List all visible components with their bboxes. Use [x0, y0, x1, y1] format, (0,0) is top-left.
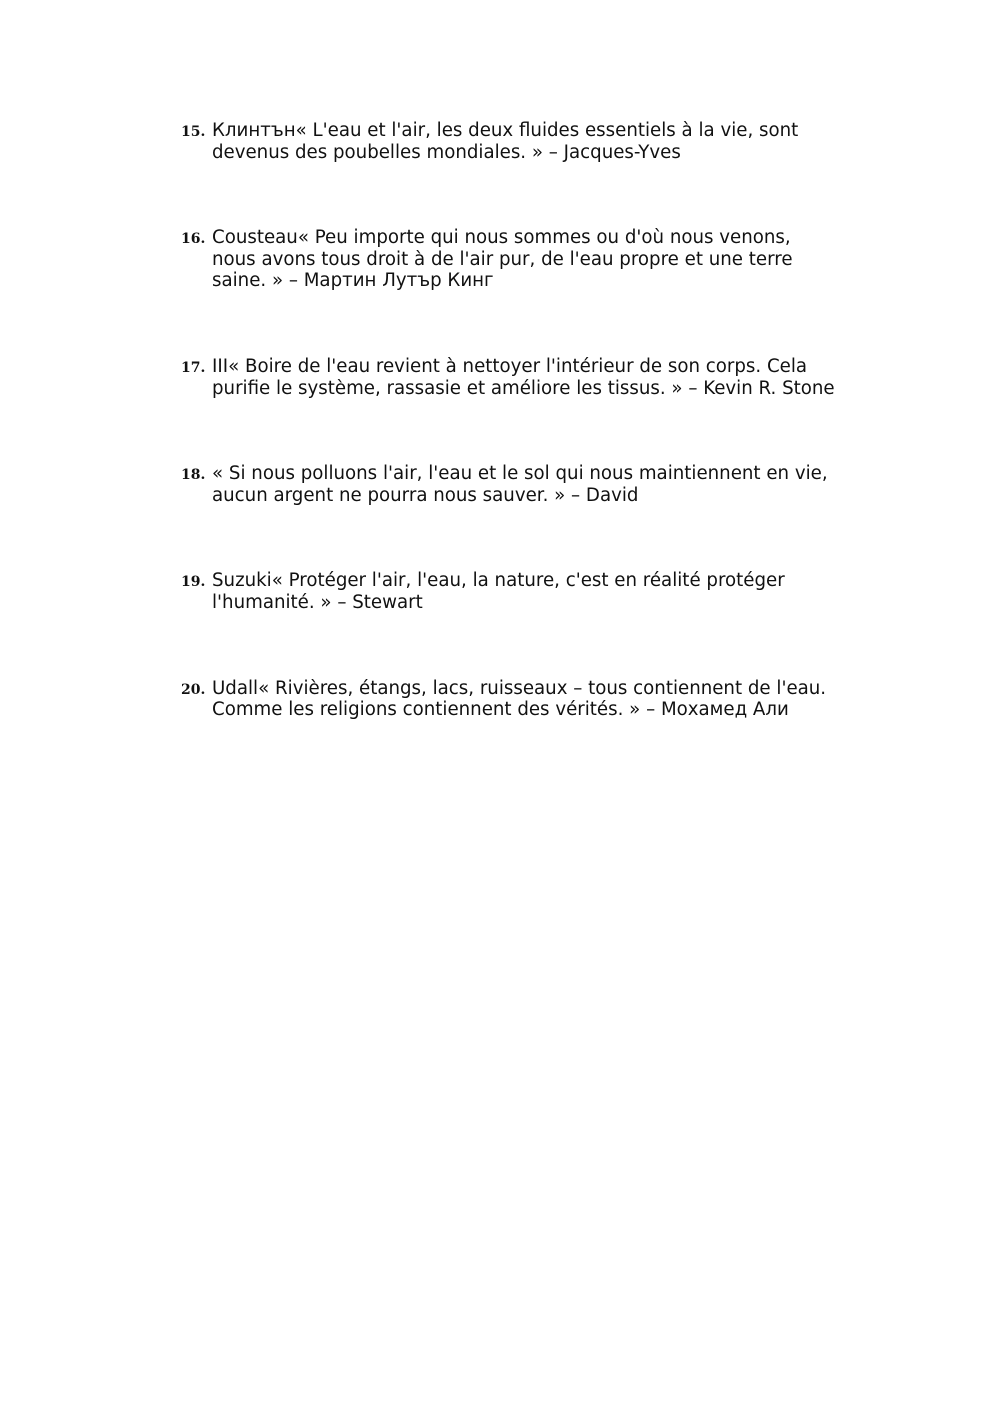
- list-item-15: [181, 120, 861, 163]
- item-number: 16.: [181, 231, 206, 248]
- list-item-16: [181, 227, 861, 292]
- list-item-18: [181, 463, 861, 506]
- quote-text: Клинтън« L'eau et l'air, les deux fluides essentiels à la vie, sont devenus des poubelles mondiales. » – Jacques-Yves: [212, 120, 799, 163]
- quote-text: Suzuki« Protéger l'air, l'eau, la nature, c'est en réalité protéger l'humanité. » – Stewart: [212, 570, 785, 613]
- item-number: 20.: [181, 681, 206, 698]
- quote-text: Udall« Rivières, étangs, lacs, ruisseaux – tous contiennent de l'eau. Comme les religions contiennent des vérités. » – Мохамед Али: [212, 677, 827, 721]
- quote-list: [181, 120, 861, 785]
- item-number: 18.: [181, 467, 206, 484]
- quote-text: III« Boire de l'eau revient à nettoyer l'intérieur de son corps. Cela purifie le système, rassasie et améliore les tissus. » – Kevin R. Stone: [212, 355, 835, 399]
- list-item-19: [181, 570, 861, 613]
- quote-text: « Si nous polluons l'air, l'eau et le sol qui nous maintiennent en vie, aucun argent ne pourra nous sauver. » – David: [212, 463, 828, 506]
- list-item-17: [181, 356, 861, 399]
- item-number: 17.: [181, 359, 206, 376]
- quote-text: Cousteau« Peu importe qui nous sommes ou d'où nous venons, nous avons tous droit à de l'air pur, de l'eau propre et une terre saine. » – Мартин Лутър Кинг: [212, 227, 793, 292]
- item-number: 15.: [181, 124, 206, 140]
- item-number: 19.: [181, 574, 206, 591]
- list-item-20: [181, 678, 861, 721]
